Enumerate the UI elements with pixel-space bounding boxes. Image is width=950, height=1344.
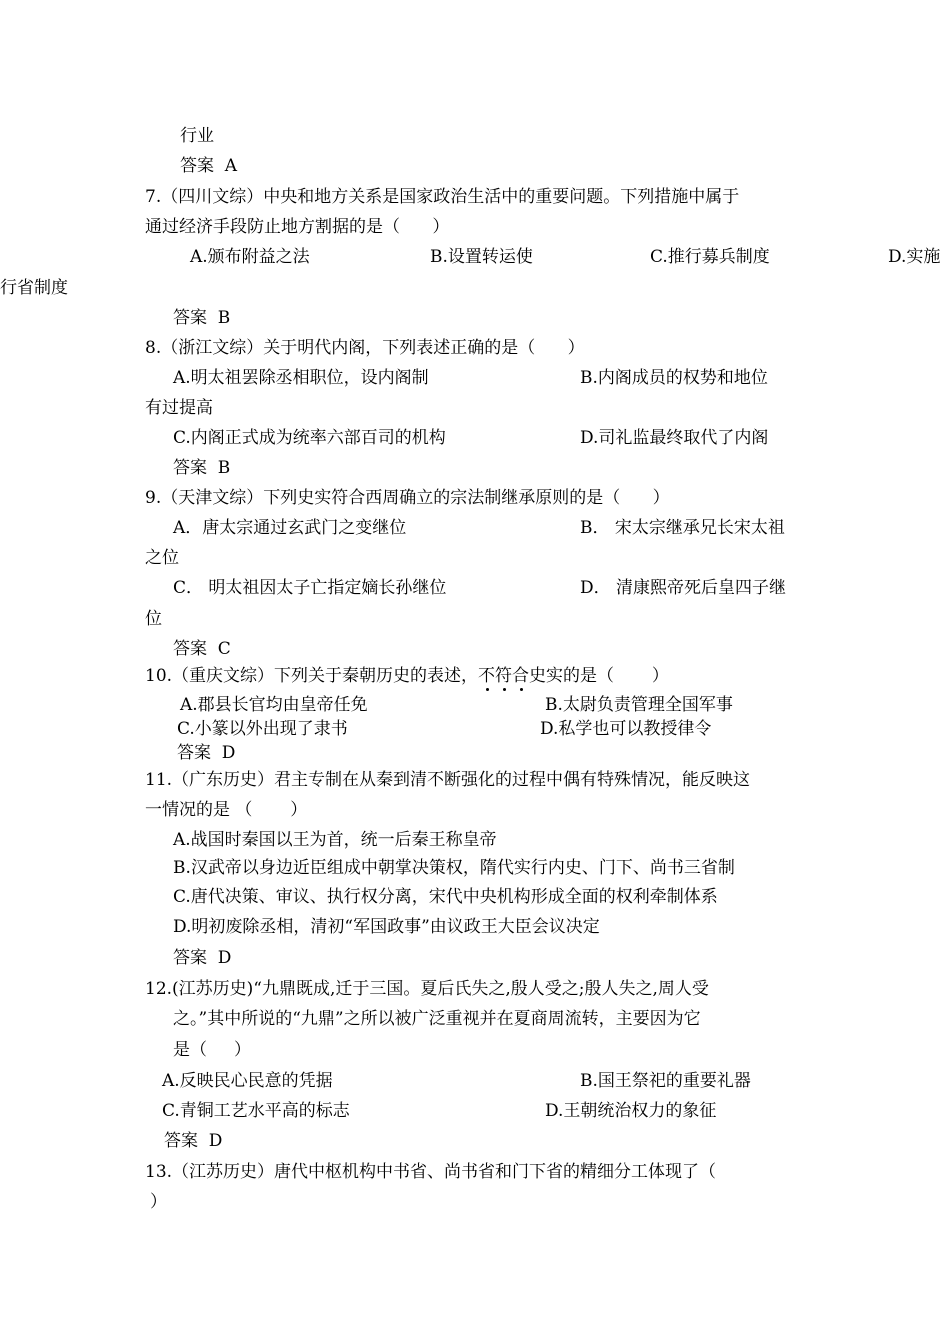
question-12-answer: 答案 D xyxy=(164,1131,223,1151)
question-7-answer: 答案 B xyxy=(173,308,231,328)
question-8-option-b-continued: 有过提高 xyxy=(145,398,213,418)
question-10-answer: 答案 D xyxy=(177,743,236,763)
question-11-option-d: D.明初废除丞相，清初“军国政事”由议政王大臣会议决定 xyxy=(173,917,600,937)
question-10-option-d: D.私学也可以教授律令 xyxy=(540,719,712,739)
question-7-stem-line-2: 通过经济手段防止地方割据的是（ ） xyxy=(145,217,450,237)
question-7-option-d: D.实施 xyxy=(888,247,941,267)
question-12-stem-line-2: 之。”其中所说的“九鼎”之所以被广泛重视并在夏商周流转，主要因为它 xyxy=(173,1009,701,1029)
emphasis-char: 合 xyxy=(512,666,530,686)
question-13-stem-line-2: ） xyxy=(150,1192,167,1212)
question-10-option-b: B.太尉负责管理全国军事 xyxy=(545,695,733,715)
question-8-option-a: A.明太祖罢除丞相职位，设内阁制 xyxy=(173,368,429,388)
question-11-option-b: B.汉武帝以身边近臣组成中朝掌决策权，隋代实行内史、门下、尚书三省制 xyxy=(173,858,735,878)
question-9-stem: 9.（天津文综）下列史实符合西周确立的宗法制继承原则的是（ ） xyxy=(145,488,670,508)
question-10-stem-start: 10.（重庆文综）下列关于秦朝历史的表述， xyxy=(145,666,479,686)
question-9-answer: 答案 C xyxy=(173,639,231,659)
question-9-option-c: C． 明太祖因太子亡指定嫡长孙继位 xyxy=(173,578,447,598)
question-11-answer: 答案 D xyxy=(173,948,232,968)
question-11-stem-line-1: 11.（广东历史）君主专制在从秦到清不断强化的过程中偶有特殊情况，能反映这 xyxy=(145,770,751,790)
question-8-answer: 答案 B xyxy=(173,458,231,478)
question-9-option-b: B． 宋太宗继承兄长宋太祖 xyxy=(580,518,785,538)
question-12-option-c: C.青铜工艺水平高的标志 xyxy=(162,1101,350,1121)
question-13-stem-line-1: 13.（江苏历史）唐代中枢机构中书省、尚书省和门下省的精细分工体现了（ xyxy=(145,1162,717,1182)
question-9-option-d: D． 清康熙帝死后皇四子继 xyxy=(580,578,787,598)
emphasis-char: 符 xyxy=(495,666,513,686)
emphasis-char: 不 xyxy=(478,666,496,686)
question-6-answer: 答案 A xyxy=(180,156,238,176)
question-12-option-a: A.反映民心民意的凭据 xyxy=(162,1071,333,1091)
question-9-option-d-continued: 位 xyxy=(145,609,162,629)
question-10-stem-end: 史实的是（ ） xyxy=(529,666,669,686)
question-7-option-c: C.推行募兵制度 xyxy=(650,247,770,267)
question-12-option-b: B.国王祭祀的重要礼器 xyxy=(580,1071,751,1091)
question-7-option-a: A.颁布附益之法 xyxy=(190,247,310,267)
question-11-stem-line-2: 一情况的是 （ ） xyxy=(145,800,308,820)
question-10-stem xyxy=(145,665,669,687)
question-7-option-b: B.设置转运使 xyxy=(430,247,533,267)
question-7-stem-line-1: 7.（四川文综）中央和地方关系是国家政治生活中的重要问题。下列措施中属于 xyxy=(145,187,740,207)
question-9-option-b-continued: 之位 xyxy=(145,548,179,568)
question-12-option-d: D.王朝统治权力的象征 xyxy=(545,1101,717,1121)
question-8-option-d: D.司礼监最终取代了内阁 xyxy=(580,428,769,448)
question-7-option-d-continued: 行省制度 xyxy=(0,278,68,298)
question-10-option-a: A.郡县长官均由皇帝任免 xyxy=(180,695,368,715)
question-12-stem-line-1: 12.(江苏历史)“九鼎既成,迁于三国。夏后氏失之,殷人受之;殷人失之,周人受 xyxy=(145,979,709,999)
question-8-option-b: B.内阁成员的权势和地位 xyxy=(580,368,768,388)
question-8-stem: 8.（浙江文综）关于明代内阁，下列表述正确的是（ ） xyxy=(145,338,585,358)
question-8-option-c: C.内阁正式成为统率六部百司的机构 xyxy=(173,428,446,448)
question-10-option-c: C.小篆以外出现了隶书 xyxy=(177,719,348,739)
previous-question-tail: 行业 xyxy=(180,126,214,146)
question-11-option-a: A.战国时秦国以王为首，统一后秦王称皇帝 xyxy=(173,830,497,850)
question-12-stem-line-3: 是（ ） xyxy=(173,1040,252,1060)
question-11-option-c: C.唐代决策、审议、执行权分离，宋代中央机构形成全面的权利牵制体系 xyxy=(173,887,718,907)
question-9-option-a: A．唐太宗通过玄武门之变继位 xyxy=(173,518,407,538)
